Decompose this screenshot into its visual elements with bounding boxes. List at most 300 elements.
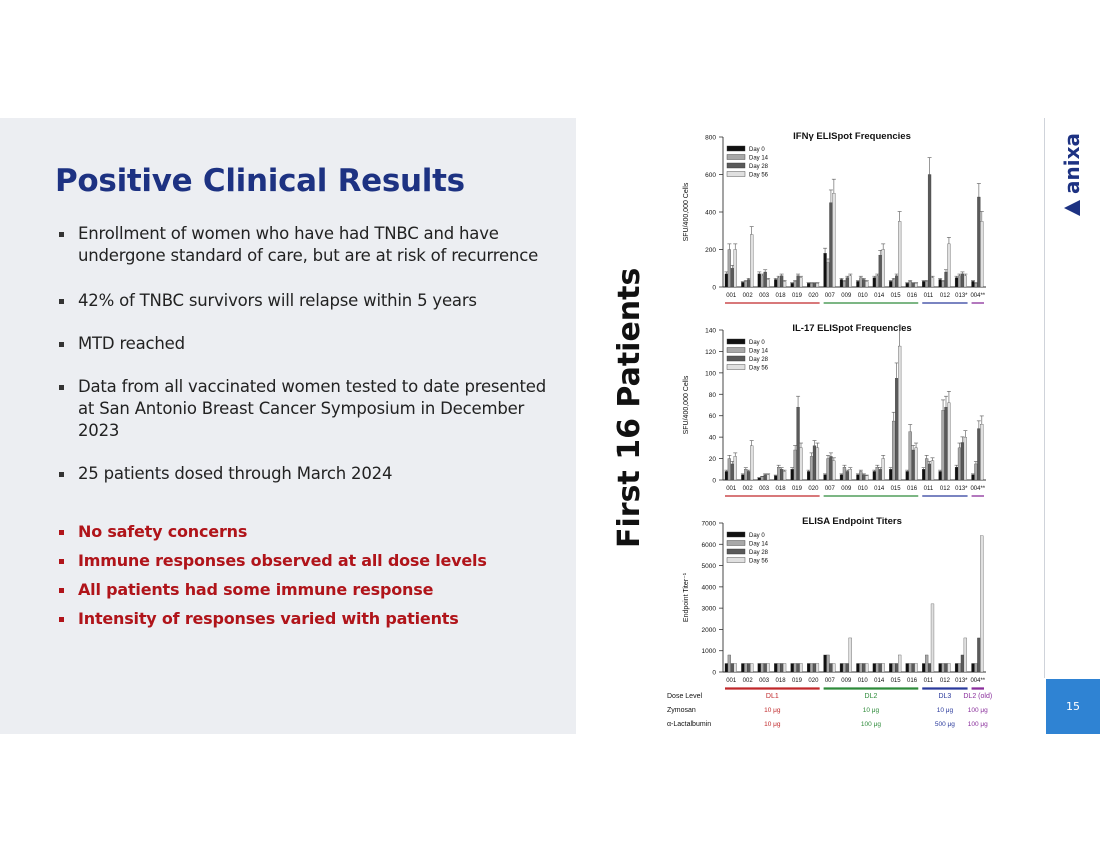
legend-label: Day 14 bbox=[749, 155, 769, 162]
bullet-item: All patients had some immune response bbox=[57, 579, 567, 601]
bar bbox=[892, 280, 895, 288]
x-tick-label: 011 bbox=[923, 678, 934, 684]
bar bbox=[816, 448, 819, 480]
x-tick-label: 012 bbox=[939, 293, 950, 299]
bar bbox=[873, 663, 876, 672]
y-tick-label: 7000 bbox=[701, 520, 716, 528]
bar bbox=[843, 281, 846, 287]
bar bbox=[734, 456, 737, 480]
bar bbox=[972, 281, 975, 287]
bar bbox=[744, 281, 747, 287]
zymosan-row-label: Zymosan bbox=[667, 707, 696, 714]
page-number: 15 bbox=[1046, 679, 1100, 734]
bar bbox=[865, 476, 868, 480]
bar bbox=[816, 283, 819, 287]
bar bbox=[928, 663, 931, 672]
x-tick-label: 002 bbox=[742, 486, 753, 492]
bullet-item: 25 patients dosed through March 2024 bbox=[57, 463, 567, 485]
bullet-item: Data from all vaccinated women tested to date presented at San Antonio Breast Cancer Symposium in December 2023 bbox=[57, 376, 567, 442]
bullet-item: No safety concerns bbox=[57, 521, 567, 543]
chart-title: ELISA Endpoint Titers bbox=[802, 516, 902, 527]
bar bbox=[728, 655, 731, 672]
bar bbox=[777, 663, 780, 672]
bar bbox=[791, 663, 794, 672]
bar bbox=[744, 663, 747, 672]
bar bbox=[840, 663, 843, 672]
bar bbox=[892, 421, 895, 480]
bar bbox=[895, 378, 898, 480]
x-tick-label: 009 bbox=[841, 293, 852, 299]
bar bbox=[725, 274, 728, 287]
bar bbox=[764, 663, 767, 672]
bar bbox=[961, 443, 964, 481]
bar bbox=[882, 250, 885, 288]
dose-level-name: DL3 bbox=[938, 693, 952, 700]
bar bbox=[791, 283, 794, 287]
bar bbox=[800, 278, 803, 287]
y-tick-label: 20 bbox=[708, 456, 716, 464]
bar bbox=[912, 283, 915, 287]
y-axis-label: SFU/400,000 Cells bbox=[683, 182, 690, 242]
dose-level-name: DL2 (old) bbox=[963, 693, 993, 700]
x-tick-label: 018 bbox=[775, 678, 786, 684]
bar bbox=[731, 663, 734, 672]
x-tick-label: 019 bbox=[791, 293, 802, 299]
bar bbox=[741, 282, 744, 287]
first-16-patients-label: First 16 Patients bbox=[612, 267, 647, 548]
legend-swatch bbox=[727, 348, 745, 353]
x-tick-label: 004** bbox=[970, 293, 986, 299]
bullet-item: 42% of TNBC survivors will relapse within 5 years bbox=[57, 290, 567, 312]
bar bbox=[915, 663, 918, 672]
y-tick-label: 800 bbox=[705, 134, 716, 142]
bar bbox=[898, 346, 901, 480]
brand-divider bbox=[1044, 118, 1045, 678]
bar bbox=[906, 471, 909, 480]
bar bbox=[797, 276, 800, 287]
y-tick-label: 80 bbox=[708, 391, 716, 399]
bar bbox=[747, 280, 750, 288]
bar bbox=[791, 469, 794, 480]
bar bbox=[964, 437, 967, 480]
legend-swatch bbox=[727, 339, 745, 344]
x-tick-label: 015 bbox=[890, 486, 901, 492]
bar bbox=[813, 283, 816, 287]
bar bbox=[947, 663, 950, 672]
y-tick-label: 140 bbox=[705, 327, 716, 335]
legend-swatch bbox=[727, 172, 745, 177]
y-tick-label: 6000 bbox=[701, 541, 716, 549]
x-tick-label: 003 bbox=[759, 678, 770, 684]
legend-label: Day 0 bbox=[749, 340, 765, 346]
y-axis-label: Endpoint Titer⁻¹ bbox=[683, 572, 690, 623]
bar bbox=[780, 663, 783, 672]
y-tick-label: 100 bbox=[705, 370, 716, 378]
bar bbox=[744, 469, 747, 480]
bar bbox=[958, 663, 961, 672]
bar bbox=[741, 663, 744, 672]
bar bbox=[876, 467, 879, 480]
x-tick-label: 009 bbox=[841, 486, 852, 492]
bar bbox=[813, 446, 816, 480]
lactalbumin-dose: 500 μg bbox=[934, 721, 955, 728]
x-tick-label: 011 bbox=[923, 293, 934, 299]
x-tick-label: 007 bbox=[824, 486, 835, 492]
chart-title: IFNγ ELISpot Frequencies bbox=[793, 131, 911, 142]
x-tick-label: 018 bbox=[775, 293, 786, 299]
bar bbox=[800, 448, 803, 480]
bar bbox=[972, 475, 975, 480]
bar bbox=[856, 663, 859, 672]
y-tick-label: 60 bbox=[708, 413, 716, 421]
bar bbox=[895, 663, 898, 672]
bar bbox=[849, 638, 852, 672]
logo-mark-icon bbox=[1064, 200, 1080, 216]
x-tick-label: 003 bbox=[759, 293, 770, 299]
legend-label: Day 14 bbox=[749, 348, 769, 355]
bar bbox=[974, 464, 977, 480]
x-tick-label: 014 bbox=[874, 293, 885, 299]
bar bbox=[777, 278, 780, 287]
x-tick-label: 001 bbox=[726, 486, 737, 492]
slide-title: Positive Clinical Results bbox=[55, 163, 465, 199]
x-tick-label: 012 bbox=[939, 486, 950, 492]
bar bbox=[767, 663, 770, 672]
bar bbox=[783, 281, 786, 287]
x-tick-label: 015 bbox=[890, 678, 901, 684]
bar bbox=[856, 475, 859, 480]
bar bbox=[832, 461, 835, 480]
bar bbox=[797, 663, 800, 672]
bar bbox=[824, 253, 827, 287]
bar bbox=[774, 663, 777, 672]
bar bbox=[942, 663, 945, 672]
bar bbox=[955, 663, 958, 672]
bar bbox=[725, 471, 728, 480]
bar bbox=[906, 283, 909, 287]
bar bbox=[829, 456, 832, 480]
dose-level-row-label: Dose Level bbox=[667, 693, 703, 700]
bar bbox=[977, 197, 980, 287]
bar bbox=[980, 221, 983, 287]
bar bbox=[750, 235, 753, 288]
bar bbox=[856, 281, 859, 287]
bar bbox=[865, 281, 868, 287]
bar bbox=[725, 663, 728, 672]
x-tick-label: 002 bbox=[742, 293, 753, 299]
bar bbox=[876, 663, 879, 672]
bar bbox=[955, 467, 958, 480]
legend-swatch bbox=[727, 365, 745, 370]
bar bbox=[912, 663, 915, 672]
bar bbox=[767, 475, 770, 480]
chart-title: IL-17 ELISpot Frequencies bbox=[792, 323, 912, 334]
x-tick-label: 014 bbox=[874, 678, 885, 684]
bar bbox=[810, 283, 813, 287]
x-tick-label: 009 bbox=[841, 678, 852, 684]
bar bbox=[761, 663, 764, 672]
bar bbox=[945, 407, 948, 480]
y-tick-label: 5000 bbox=[701, 563, 716, 571]
x-tick-label: 007 bbox=[824, 678, 835, 684]
bar bbox=[882, 459, 885, 480]
x-tick-label: 001 bbox=[726, 678, 737, 684]
bar bbox=[909, 663, 912, 672]
bar bbox=[807, 663, 810, 672]
x-tick-label: 019 bbox=[791, 678, 802, 684]
x-tick-label: 019 bbox=[791, 486, 802, 492]
x-tick-label: 007 bbox=[824, 293, 835, 299]
lactalbumin-dose: 100 μg bbox=[860, 721, 881, 728]
bar bbox=[777, 467, 780, 480]
y-tick-label: 2000 bbox=[701, 626, 716, 634]
x-tick-label: 001 bbox=[726, 293, 737, 299]
bar bbox=[849, 276, 852, 287]
bar bbox=[800, 663, 803, 672]
bar bbox=[922, 281, 925, 287]
bar bbox=[774, 280, 777, 288]
bar bbox=[928, 464, 931, 480]
legend-swatch bbox=[727, 163, 745, 168]
bar bbox=[829, 663, 832, 672]
bar bbox=[810, 663, 813, 672]
legend-label: Day 28 bbox=[749, 164, 769, 170]
bar bbox=[915, 448, 918, 480]
legend-label: Day 28 bbox=[749, 357, 769, 363]
bar bbox=[873, 278, 876, 287]
bar bbox=[862, 663, 865, 672]
lactalbumin-dose: 10 μg bbox=[764, 721, 781, 728]
legend-label: Day 0 bbox=[749, 147, 765, 153]
anixa-logo bbox=[1060, 133, 1084, 216]
x-tick-label: 020 bbox=[808, 486, 819, 492]
bar bbox=[922, 469, 925, 480]
bar bbox=[964, 276, 967, 287]
bar bbox=[807, 283, 810, 287]
x-tick-label: 020 bbox=[808, 678, 819, 684]
lactalbumin-dose: 100 μg bbox=[967, 721, 988, 728]
legend-label: Day 56 bbox=[749, 365, 769, 372]
bar bbox=[780, 276, 783, 287]
bar bbox=[824, 655, 827, 672]
legend-label: Day 0 bbox=[749, 533, 765, 539]
bar bbox=[974, 663, 977, 672]
dose-level-name: DL2 bbox=[864, 693, 878, 700]
bar bbox=[892, 663, 895, 672]
bar bbox=[750, 663, 753, 672]
bullet-item: Intensity of responses varied with patients bbox=[57, 608, 567, 630]
bar bbox=[859, 471, 862, 480]
x-tick-label: 003 bbox=[759, 486, 770, 492]
bar bbox=[794, 281, 797, 287]
y-tick-label: 0 bbox=[712, 669, 716, 677]
bar bbox=[961, 274, 964, 287]
bar bbox=[849, 469, 852, 480]
x-tick-label: 012 bbox=[939, 678, 950, 684]
bar bbox=[958, 448, 961, 480]
bar bbox=[942, 410, 945, 480]
bar bbox=[846, 278, 849, 287]
x-tick-label: 016 bbox=[907, 678, 918, 684]
bar bbox=[731, 268, 734, 287]
bar bbox=[829, 203, 832, 287]
bar bbox=[758, 274, 761, 287]
bar bbox=[816, 663, 819, 672]
legend-swatch bbox=[727, 549, 745, 554]
bar bbox=[925, 281, 928, 287]
bar bbox=[843, 663, 846, 672]
bar bbox=[958, 276, 961, 287]
bar bbox=[758, 478, 761, 480]
x-tick-label: 013* bbox=[955, 293, 968, 299]
x-tick-label: 011 bbox=[923, 486, 934, 492]
bar bbox=[898, 221, 901, 287]
zymosan-dose: 10 μg bbox=[764, 707, 781, 714]
x-tick-label: 013* bbox=[955, 486, 968, 492]
bar bbox=[972, 663, 975, 672]
legend-swatch bbox=[727, 155, 745, 160]
bar bbox=[931, 604, 934, 672]
bar bbox=[945, 663, 948, 672]
y-tick-label: 3000 bbox=[701, 605, 716, 613]
bar bbox=[767, 280, 770, 288]
zymosan-dose: 10 μg bbox=[936, 707, 954, 714]
bar bbox=[731, 464, 734, 480]
bar bbox=[827, 459, 830, 480]
bar bbox=[862, 475, 865, 480]
x-tick-label: 004** bbox=[970, 486, 986, 492]
y-tick-label: 40 bbox=[708, 434, 716, 442]
bar bbox=[955, 278, 958, 287]
bar bbox=[895, 276, 898, 287]
bar bbox=[780, 469, 783, 480]
x-tick-label: 018 bbox=[775, 486, 786, 492]
x-tick-label: 020 bbox=[808, 293, 819, 299]
x-tick-label: 015 bbox=[890, 293, 901, 299]
bar bbox=[980, 424, 983, 480]
y-tick-label: 0 bbox=[712, 477, 716, 485]
bar bbox=[750, 446, 753, 480]
bullet-item: Immune responses observed at all dose levels bbox=[57, 550, 567, 572]
bar bbox=[843, 467, 846, 480]
y-axis-label: SFU/400,000 Cells bbox=[683, 375, 690, 435]
x-tick-label: 014 bbox=[874, 486, 885, 492]
bar bbox=[947, 244, 950, 287]
zymosan-dose: 10 μg bbox=[862, 707, 880, 714]
bar bbox=[928, 175, 931, 288]
bullet-item: Enrollment of women who have had TNBC and have undergone standard of care, but are at risk of recurrence bbox=[57, 223, 567, 267]
lactalbumin-row-label: α-Lactalbumin bbox=[667, 721, 712, 728]
bar bbox=[947, 403, 950, 480]
y-tick-label: 400 bbox=[705, 209, 716, 217]
bar bbox=[764, 272, 767, 287]
y-tick-label: 1000 bbox=[701, 648, 716, 656]
x-tick-label: 010 bbox=[857, 293, 868, 299]
bar bbox=[879, 663, 882, 672]
bar bbox=[774, 476, 777, 480]
x-tick-label: 016 bbox=[907, 293, 918, 299]
bar bbox=[912, 450, 915, 480]
bar bbox=[827, 655, 830, 672]
bar bbox=[783, 471, 786, 480]
bar bbox=[758, 663, 761, 672]
bar bbox=[846, 663, 849, 672]
bar bbox=[741, 475, 744, 480]
y-tick-label: 600 bbox=[705, 172, 716, 179]
bar bbox=[898, 655, 901, 672]
bar bbox=[797, 407, 800, 480]
legend-swatch bbox=[727, 532, 745, 537]
bar bbox=[728, 250, 731, 288]
bar bbox=[889, 281, 892, 287]
legend-label: Day 56 bbox=[749, 558, 769, 565]
y-tick-label: 4000 bbox=[701, 584, 716, 592]
bar bbox=[747, 663, 750, 672]
bar bbox=[846, 471, 849, 480]
bullet-item: MTD reached bbox=[57, 333, 567, 355]
bar bbox=[889, 469, 892, 480]
bar bbox=[810, 456, 813, 480]
y-tick-label: 120 bbox=[705, 348, 716, 356]
bar bbox=[783, 663, 786, 672]
bar bbox=[889, 663, 892, 672]
bar bbox=[794, 663, 797, 672]
bar bbox=[824, 475, 827, 480]
bar bbox=[964, 638, 967, 672]
bar bbox=[873, 471, 876, 480]
bar bbox=[879, 255, 882, 287]
bar bbox=[827, 263, 830, 287]
x-tick-label: 016 bbox=[907, 486, 918, 492]
dose-level-name: DL1 bbox=[765, 693, 779, 700]
bar bbox=[915, 283, 918, 287]
bar bbox=[794, 450, 797, 480]
legend-swatch bbox=[727, 356, 745, 361]
bar bbox=[909, 281, 912, 287]
bar bbox=[807, 471, 810, 480]
bar bbox=[939, 663, 942, 672]
x-tick-label: 013* bbox=[955, 678, 968, 684]
legend-swatch bbox=[727, 146, 745, 151]
bar bbox=[977, 429, 980, 480]
bar bbox=[747, 471, 750, 480]
bar bbox=[734, 250, 737, 288]
x-tick-label: 010 bbox=[857, 486, 868, 492]
bar bbox=[859, 278, 862, 287]
bar bbox=[942, 281, 945, 287]
bar bbox=[882, 663, 885, 672]
bar bbox=[832, 193, 835, 287]
legend-label: Day 56 bbox=[749, 172, 769, 179]
bar bbox=[734, 663, 737, 672]
bar bbox=[945, 272, 948, 287]
x-tick-label: 004** bbox=[970, 678, 986, 684]
bar bbox=[906, 663, 909, 672]
y-tick-label: 0 bbox=[712, 284, 716, 292]
bar bbox=[931, 278, 934, 287]
zymosan-dose: 100 μg bbox=[967, 707, 988, 714]
bar bbox=[840, 475, 843, 480]
legend-label: Day 28 bbox=[749, 550, 769, 556]
y-tick-label: 200 bbox=[705, 247, 716, 254]
bar bbox=[764, 475, 767, 480]
bar bbox=[922, 663, 925, 672]
bar bbox=[977, 638, 980, 672]
bar bbox=[961, 655, 964, 672]
bar bbox=[925, 655, 928, 672]
bar bbox=[761, 276, 764, 287]
bar bbox=[859, 663, 862, 672]
